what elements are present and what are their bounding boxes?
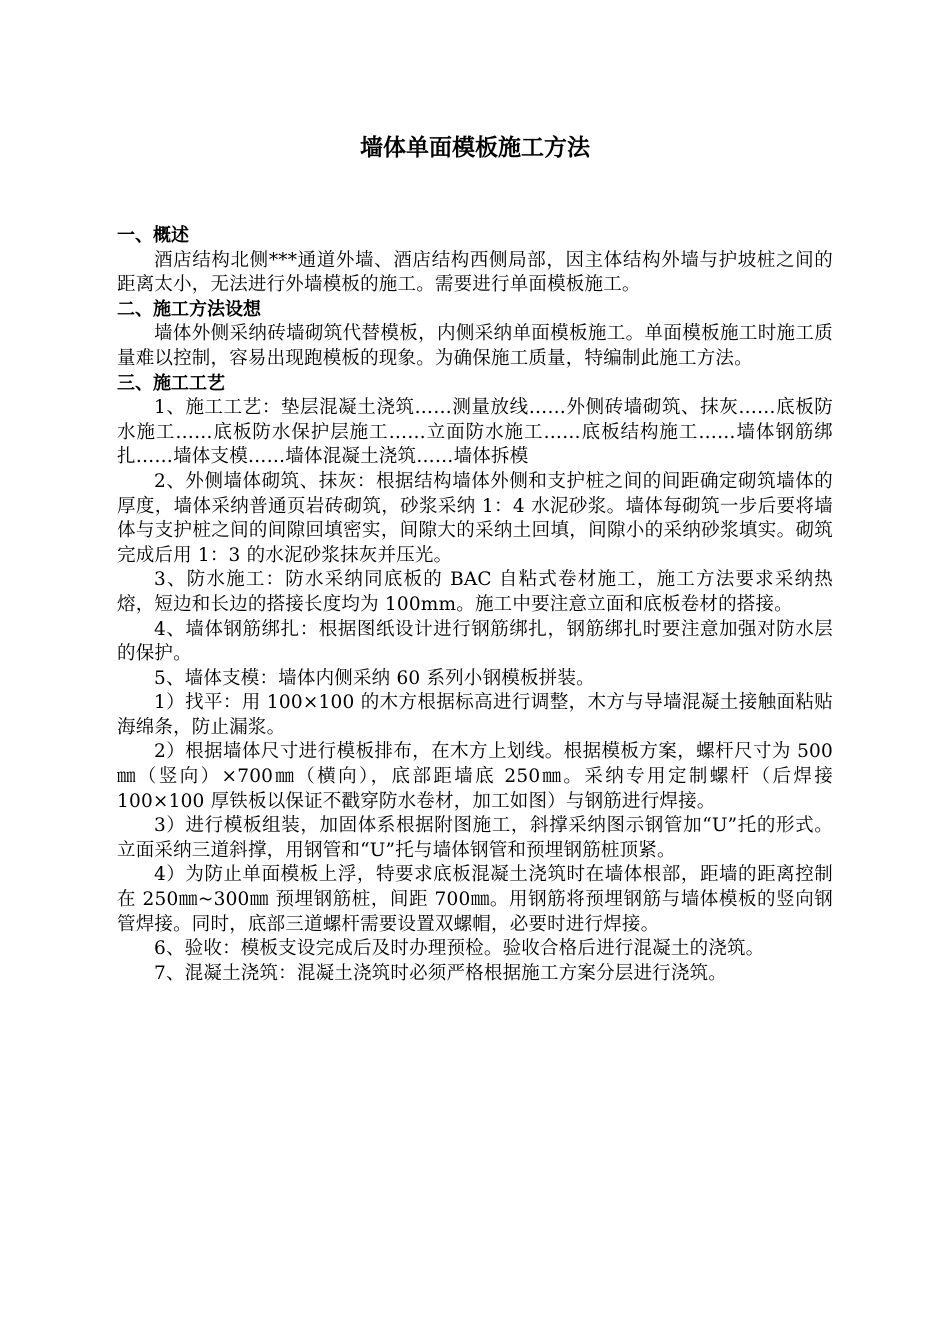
paragraph: 7、混凝土浇筑：混凝土浇筑时必须严格根据施工方案分层进行浇筑。 (154, 962, 727, 984)
paragraph: 4、墙体钢筋绑扎：根据图纸设计进行钢筋绑扎，钢筋绑扎时要注意加强对防水层的保护。 (117, 618, 833, 665)
paragraph: 3）进行模板组装，加固体系根据附图施工，斜撑采纳图示钢管加“U”托的形式。立面采纳三道斜撑，用钢管和“U”托与墙体钢管和预埋钢筋桩顶紧。 (117, 815, 833, 861)
paragraph: 酒店结构北侧***通道外墙、酒店结构西侧局部，因主体结构外墙与护坡桩之间的距离太小，无法进行外墙模板的施工。需要进行单面模板施工。 (117, 249, 833, 296)
paragraph: 5、墙体支模：墙体内侧采纳 60 系列小钢模板拼装。 (154, 667, 595, 689)
paragraph: 3、防水施工：防水采纳同底板的 BAC 自粘式卷材施工，施工方法要求采纳热熔，短边和长边的搭接长度均为 100mm。施工中要注意立面和底板卷材的搭接。 (117, 569, 833, 615)
paragraph: 1）找平：用 100×100 的木方根据标高进行调整，木方与导墙混凝土接触面粘贴海绵条，防止漏浆。 (117, 692, 833, 738)
paragraph: 墙体外侧采纳砖墙砌筑代替模板，内侧采纳单面模板施工。单面模板施工时施工质量难以控制，容易出现跑模板的现象。为确保施工质量，特编制此施工方法。 (117, 323, 833, 369)
section-heading-method-concept: 二、施工方法设想 (117, 298, 261, 320)
section-heading-overview: 一、概述 (117, 225, 189, 246)
section-heading-process: 三、施工工艺 (117, 372, 225, 394)
paragraph: 2）根据墙体尺寸进行模板排布，在木方上划线。根据模板方案，螺杆尺寸为 500㎜（竖向）×700㎜（横向），底部距墙底 250㎜。采纳专用定制螺杆（后焊接 100×100 厚铁板以保证不戳穿防水卷材，加工如图）与钢筋进行焊接。 (117, 741, 833, 812)
document-body (117, 224, 833, 986)
paragraph: 6、验收：模板支设完成后及时办理预检。验收合格后进行混凝土的浇筑。 (154, 938, 765, 960)
document-title: 墙体单面模板施工方法 (360, 135, 590, 161)
paragraph: 2、外侧墙体砌筑、抹灰：根据结构墙体外侧和支护桩之间的间距确定砌筑墙体的厚度，墙体采纳普通页岩砖砌筑，砂浆采纳 1：4 水泥砂浆。墙体每砌筑一步后要将墙体与支护桩之间的间隙回填密实，间隙大的采纳土回填，间隙小的采纳砂浆填实。砌筑完成后用 1：3 的水泥砂浆抹灰并压光。 (117, 470, 833, 566)
paragraph: 1、施工工艺：垫层混凝土浇筑……测量放线……外侧砖墙砌筑、抹灰……底板防水施工……底板防水保护层施工……立面防水施工……底板结构施工……墙体钢筋绑扎……墙体支模……墙体混凝土浇筑……墙体拆模 (117, 397, 833, 468)
paragraph: 4）为防止单面模板上浮，特要求底板混凝土浇筑时在墙体根部，距墙的距离控制在 250㎜~300㎜ 预埋钢筋桩，间距 700㎜。用钢筋将预埋钢筋与墙体模板的竖向钢管焊接。同时，底部三道螺杆需要设置双螺帽，必要时进行焊接。 (117, 864, 833, 935)
